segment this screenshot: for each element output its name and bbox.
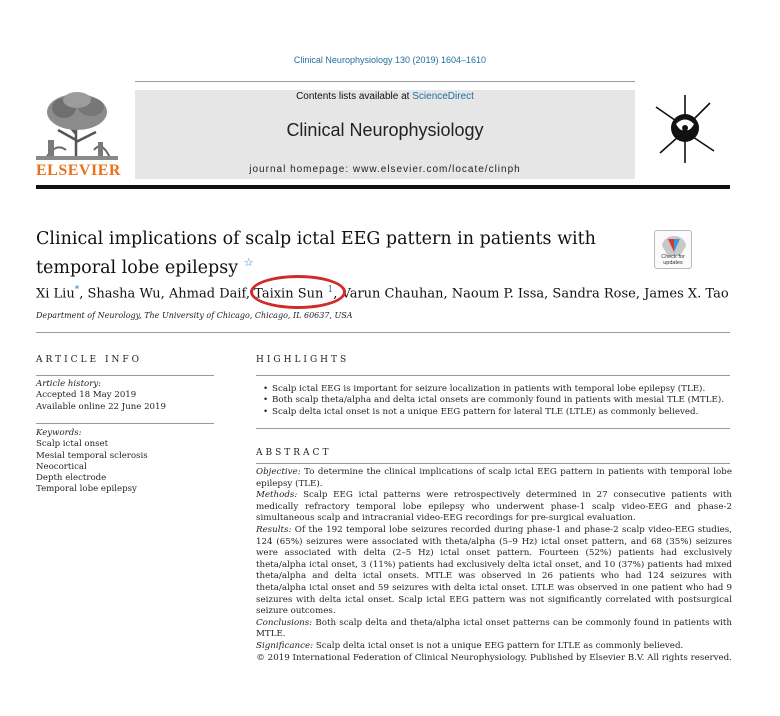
keyword: Neocortical: [36, 461, 87, 472]
sciencedirect-link[interactable]: ScienceDirect: [412, 91, 474, 102]
journal-homepage[interactable]: journal homepage: www.elsevier.com/locate/clinph: [249, 164, 521, 175]
history-label: Article history:: [36, 379, 102, 389]
article-info-heading: ARTICLE INFO: [36, 355, 143, 365]
section-divider: [36, 332, 730, 333]
highlights-list: [256, 384, 732, 418]
contents-line: [135, 91, 635, 102]
abstract-conclusions: [256, 618, 732, 641]
affiliation: Department of Neurology, The University of Chicago, Chicago, IL 60637, USA: [36, 311, 353, 320]
authors-middle[interactable]: , Shasha Wu, Ahmad Daif,: [79, 286, 255, 302]
elsevier-logo[interactable]: [36, 90, 121, 180]
keyword: Depth electrode: [36, 473, 107, 484]
abstract-heading: ABSTRACT: [256, 448, 332, 458]
highlights-rule-top: [256, 375, 730, 376]
abstract-objective: [256, 467, 732, 490]
author-taixin-sun[interactable]: Taixin Sun: [254, 286, 324, 302]
journal-title[interactable]: Clinical Neurophysiology: [286, 120, 484, 140]
objective-label: Objective:: [256, 467, 301, 477]
header-thick-rule: [36, 185, 730, 189]
check-for-updates-badge[interactable]: [654, 230, 692, 269]
header-divider: [135, 81, 635, 82]
significance-label: Significance:: [256, 640, 314, 651]
elsevier-wordmark: ELSEVIER: [36, 162, 121, 179]
copyright-notice: © 2019 International Federation of Clinical Neurophysiology. Published by Elsevier B.V. All rights reserved.: [256, 652, 732, 663]
methods-text: Scalp EEG ictal patterns were retrospectively determined in 27 consecutive patients with medically refractory temporal lobe epilepsy who underwent phase-1 scalp video-EEG and phase-2 simultaneous scalp and intracranial video-EEG recordings for pre-surgical evaluation.: [256, 490, 732, 524]
author-footnote-mark[interactable]: 1: [327, 285, 334, 295]
highlights-heading: HIGHLIGHTS: [256, 355, 350, 365]
check-for-updates-label: Check for updates: [661, 254, 685, 266]
article-title-text: Clinical implications of scalp ictal EEG pattern in patients with temporal lobe epilepsy: [36, 229, 596, 278]
results-text: Of the 192 temporal lobe seizures recorded during phase-1 and phase-2 scalp video-EEG studies, 124 (65%) seizures were associated with theta/alpha (5–9 Hz) ictal onset pattern, and 68 (35%) seizures were associated with delta (2–5 Hz) ictal onset pattern. Fourteen (52%) patients had exclusively theta/alpha ictal onset, 3 (11%) patients had exclusively delta ictal onset, and 10 (37%) patients had mixed theta/alpha and delta ictal onsets. MTLE was observed in 26 patients who had 124 seizures with theta/alpha ictal onset and 59 seizures with delta ictal onset. LTLE was observed in one patient who had 9 seizures with delta ictal onset. Scalp ictal EEG pattern was not significantly correlated with postsurgical seizure outcomes.: [256, 524, 732, 617]
author-list: [36, 285, 756, 301]
author-xi-liu[interactable]: Xi Liu: [36, 286, 75, 302]
corresponding-author-mark[interactable]: *: [74, 285, 80, 295]
journal-banner: [135, 90, 635, 179]
keywords-label: Keywords:: [36, 428, 82, 438]
methods-label: Methods:: [256, 490, 298, 501]
elsevier-tree-icon: [36, 90, 118, 160]
journal-cover-logo[interactable]: [652, 93, 718, 165]
objective-text: To determine the clinical implications of scalp ictal EEG pattern in patients with temporal lobe epilepsy (TLE).: [256, 467, 732, 489]
conclusions-label: Conclusions:: [256, 617, 313, 628]
abstract-significance: [256, 641, 732, 653]
accepted-date: Accepted 18 May 2019: [36, 390, 137, 401]
highlight-item: • Scalp delta ictal onset is not a unique EEG pattern for lateral TLE (LTLE) as commonly believed.: [256, 407, 732, 418]
article-info-rule-mid: [36, 423, 214, 424]
journal-citation[interactable]: Clinical Neurophysiology 130 (2019) 1604–1610: [293, 55, 487, 65]
highlight-item: • Both scalp theta/alpha and delta ictal onsets are commonly found in patients with mesial TLE (MTLE).: [256, 395, 732, 406]
neuron-emblem-icon: [652, 93, 718, 165]
online-date: Available online 22 June 2019: [36, 401, 166, 412]
results-label: Results:: [256, 524, 292, 535]
abstract-results: [256, 525, 732, 618]
significance-text: Scalp delta ictal onset is not a unique EEG pattern for LTLE as commonly believed.: [315, 640, 684, 651]
highlight-item: • Scalp ictal EEG is important for seizure localization in patients with temporal lobe epilepsy (TLE).: [256, 384, 732, 395]
conclusions-text: Both scalp delta and theta/alpha ictal onset patterns can be commonly found in patients with MTLE.: [256, 617, 733, 640]
keywords-block: [36, 428, 216, 496]
highlights-rule-bottom: [256, 428, 730, 429]
keyword: Scalp ictal onset: [36, 439, 109, 450]
keyword: Temporal lobe epilepsy: [36, 484, 137, 495]
abstract-body: [256, 467, 732, 664]
red-circle-annotation: [250, 275, 346, 309]
contents-prefix: Contents lists available at: [296, 91, 413, 102]
title-footnote-mark[interactable]: ☆: [243, 256, 254, 269]
authors-rest[interactable]: , Varun Chauhan, Naoum P. Issa, Sandra Rose, James X. Tao: [333, 286, 729, 302]
keyword: Mesial temporal sclerosis: [36, 450, 148, 461]
abstract-rule-top: [256, 463, 730, 464]
article-info-rule-top: [36, 375, 214, 376]
article-title: [36, 228, 644, 280]
abstract-methods: [256, 490, 732, 525]
article-history: [36, 379, 216, 413]
